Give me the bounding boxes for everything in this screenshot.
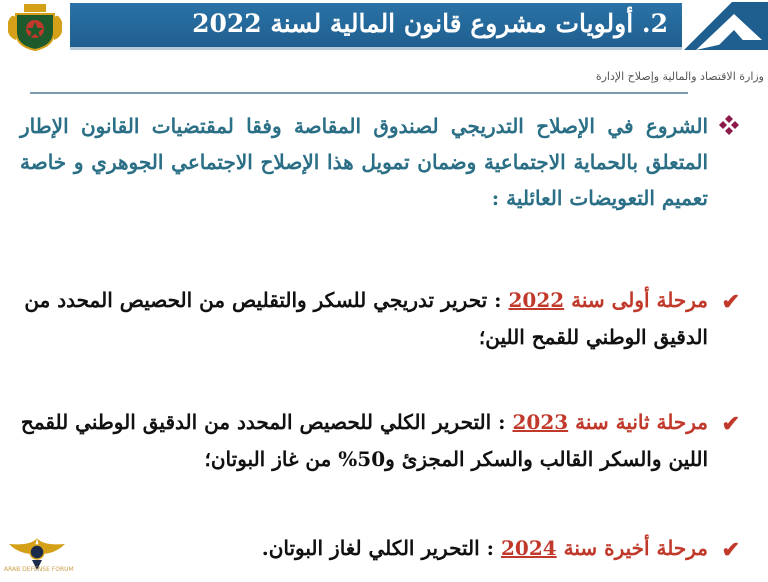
- intro-text: الشروع في الإصلاح التدريجي لصندوق المقاصة وفقا لمقتضيات القانون الإطار المتعلق بالحماية الاجتماعية وضمان تمويل هذا الإصلاح الاجتماعي الجوهري و خاصة تعميم التعويضات العائلية :: [20, 114, 708, 210]
- phase-label: مرحلة أولى سنة: [564, 288, 708, 312]
- moroccan-emblem-logo: [6, 2, 64, 52]
- header-divider: [30, 92, 688, 94]
- watermark-caption: ARAB DEFENSE FORUM: [4, 566, 74, 573]
- diamond-bullet-icon: [718, 114, 740, 136]
- list-item: [20, 530, 740, 567]
- checkmark-icon: ✔: [721, 289, 740, 315]
- phase-year: 2022: [508, 288, 565, 312]
- slide-title: 2. أولويات مشروع قانون المالية لسنة 2022: [192, 9, 668, 38]
- checkmark-icon: ✔: [721, 537, 740, 563]
- title-bar: [70, 3, 682, 50]
- checkmark-icon: ✔: [721, 411, 740, 437]
- ministry-name: وزارة الاقتصاد والمالية وإصلاح الإدارة: [595, 70, 764, 83]
- phase-label: مرحلة أخيرة سنة: [556, 536, 708, 560]
- item-text: : التحرير الكلي لغاز البوتان.: [261, 536, 501, 560]
- list-item: [20, 282, 740, 356]
- item-text: : تحرير تدريجي للسكر والتقليص من الحصيص المحدد من الدقيق الوطني للقمح اللين؛: [24, 288, 708, 349]
- item-text: : التحرير الكلي للحصيص المحدد من الدقيق الوطني للقمح اللين والسكر القالب والسكر المجزئ و50% من غاز البوتان؛: [20, 410, 708, 471]
- intro-paragraph: [20, 108, 740, 216]
- list-item: [20, 404, 740, 478]
- phase-label: مرحلة ثانية سنة: [568, 410, 708, 434]
- corner-triangle-decoration: [682, 0, 768, 100]
- phase-year: 2023: [512, 410, 569, 434]
- phase-year: 2024: [501, 536, 557, 560]
